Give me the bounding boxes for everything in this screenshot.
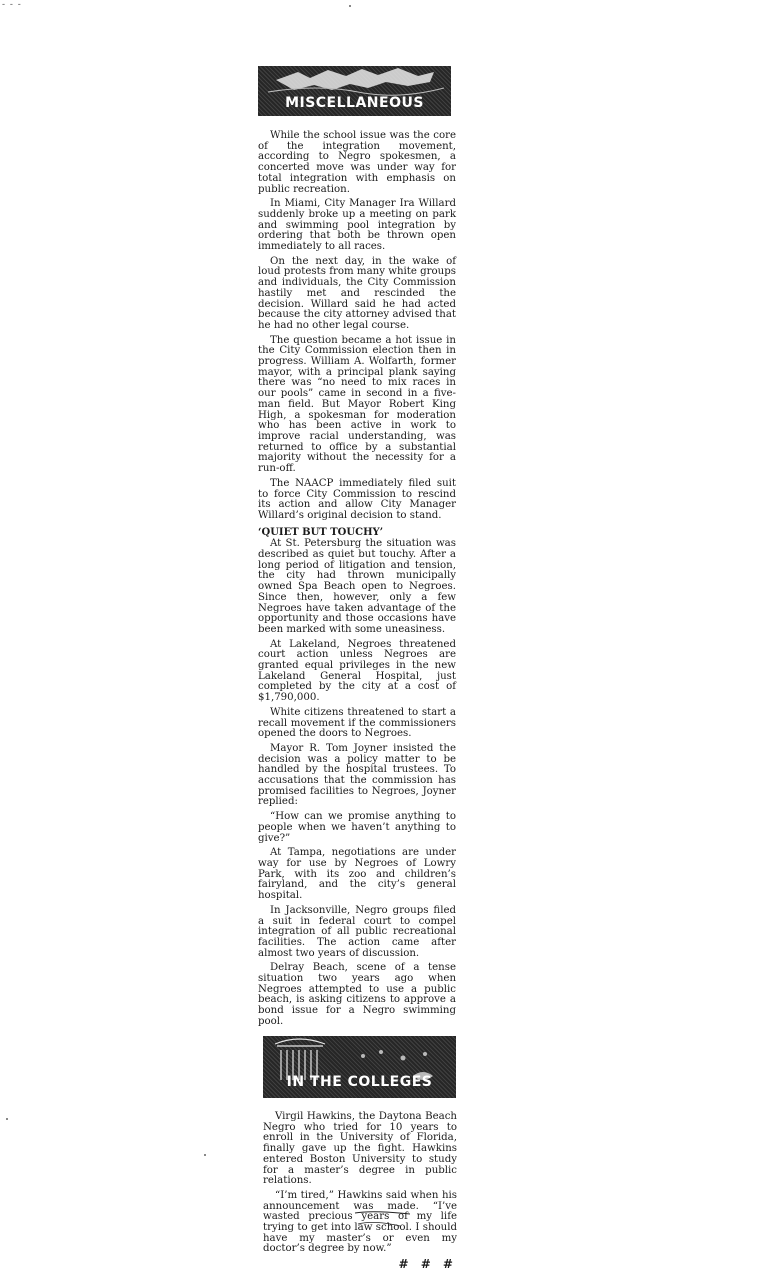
article-paragraph: In Miami, City Manager Ira Willard suddenly broke up a meeting on park and swimming pool integration by ordering that both be thrown open immediately to all races. [258, 198, 456, 253]
article-paragraph: At Tampa, negotiations are under way for use by Negroes of Lowry Park, with its zoo and children’s fairyland, and the city’s general hospital. [258, 847, 456, 902]
article-paragraph: The NAACP immediately filed suit to force City Commission to rescind its action and allow City Manager Willard’s original decision to stand. [258, 477, 456, 521]
article-paragraph: While the school issue was the core of the integration movement, according to Negro spokesmen, a concerted move was under way for total integration with emphasis on public recreation. [258, 130, 456, 195]
article-paragraph: “I’m tired,” Hawkins said when his announcement was made. “I’ve wasted precious years of my life trying to get into law school. I should have my master’s or even my doctor’s degree by now.” [263, 1189, 457, 1255]
article-paragraph: “How can we promise anything to people when we haven’t anything to give?” [258, 811, 456, 844]
page-speck [204, 1154, 206, 1156]
article-paragraph: White citizens threatened to start a recall movement if the commissioners opened the doors to Negroes. [258, 706, 456, 740]
in-the-colleges-article [263, 1112, 457, 1270]
section-banner-label: IN THE COLLEGES [286, 1074, 433, 1090]
article-paragraph: Virgil Hawkins, the Daytona Beach Negro who tried for 10 years to enroll in the University of Florida, finally gave up the fight. Hawkins entered Boston University to study for a master’s degree in public relations. [263, 1111, 457, 1187]
article-paragraph: Mayor R. Tom Joyner insisted the decision was a policy matter to be handled by the hospital trustees. To accusations that the commission has promised facilities to Negroes, Joyner replied: [258, 742, 456, 808]
article-paragraph: Delray Beach, scene of a tense situation two years ago when Negroes attempted to use a public beach, is asking citizens to approve a bond issue for a Negro swimming pool. [258, 962, 456, 1027]
article-paragraph: The question became a hot issue in the City Commission election then in progress. William A. Wolfarth, former mayor, with a principal plank saying there was “no need to mix races in our pools” came in second in a five-man field. But Mayor Robert King High, a spokesman for moderation who has been active in work to improve racial understanding, was returned to office by a substantial majority without the necessity for a run-off. [258, 334, 456, 475]
miscellaneous-article [258, 131, 456, 1032]
corner-marks: - - - [2, 0, 22, 10]
page-speck [349, 5, 351, 7]
article-subhead: ‘QUIET BUT TOUCHY’ [258, 526, 384, 538]
miscellaneous-banner [258, 66, 451, 116]
end-mark: # # # [398, 1257, 457, 1271]
article-paragraph: At Lakeland, Negroes threatened court action unless Negroes are granted equal privileges in the new Lakeland General Hospital, just completed by the city at a cost of $1,790,000. [258, 638, 456, 704]
section-banner-label: MISCELLANEOUS [285, 95, 424, 111]
page-speck [6, 1118, 8, 1120]
in-the-colleges-banner [263, 1036, 456, 1098]
article-paragraph: In Jacksonville, Negro groups filed a suit in federal court to compel integration of all public recreational facilities. The action came after almost two years of discussion. [258, 904, 456, 959]
article-paragraph: At St. Petersburg the situation was described as quiet but touchy. After a long period of litigation and tension, the city had thrown municipally owned Spa Beach open to Negroes. Since then, however, only a few Negroes have taken advantage of the opportunity and those occasions have been marked with some uneasiness. [258, 538, 456, 635]
article-paragraph: On the next day, in the wake of loud protests from many white groups and individuals, the City Commission hastily met and rescinded the decision. Willard said he had acted because the city attorney advised that he had no other legal course. [258, 255, 456, 331]
